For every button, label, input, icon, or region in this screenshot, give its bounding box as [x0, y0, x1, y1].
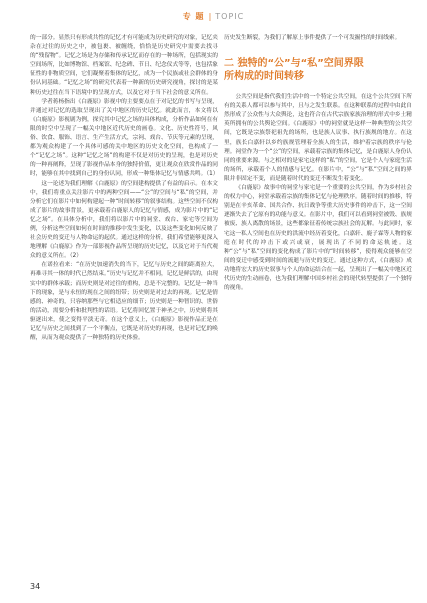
page-number: 34 [30, 582, 41, 591]
page-header [0, 8, 427, 24]
left-paragraph: 学者蒋杨指出《白鹿原》影视中的主要要点在于对记忆的书写与呈现，并通过对记忆的选取呈现出了关中地区的历史记忆。就此而言，本文将以《白鹿原》影视剧为例，探究其中记忆之场的具体构成，分析作品如何在有限的时空中呈现了一幅关中地区近代历史的画卷。文化、历史性符号，风俗、饮食、服饰、语言、生产生活方式，宗祠、戏台、节庆等元素的呈现，都为观众构建了一个具体可感的关中地区的历史文化空间，也构成了一个“记忆之场”。这种“记忆之场”的构建不仅是对历史的呈现，也是对历史的一种再阐释，呈现了影视作品本身的独特价值，更让观众在欣赏作品的同时，能够在其中找到自己的身份认同，形成一种集体记忆与情感共鸣。（1） [30, 98, 219, 178]
section-heading-line2: 所构成的时间转移 [224, 71, 304, 83]
right-paragraph: 公共空间是指代我们生活中的一个特定公共空间，在这个公共空间下所有的关系人都可以参与其中，且与之发生联系。在这种联系的过程中由此自然形成了公众性与大众舆论，这也符合在古代宗族家族治理的形式中乡土精英所拥有的公共舆论空间。《白鹿原》中的祠堂就是这样一种典型的公共空间，它既是宗族祭祀祖先的场所，也是族人议事、执行族规的地方。在这里，族长白嘉轩以乡约族规管理着全族人的生活，维护着宗族的秩序与伦理。祠堂作为一个“公”的空间，承载着宗族的集体记忆，是白鹿原人身份认同的重要来源。与之相对的是家宅这样的“私”的空间，它是个人与家庭生活的场所，承载着个人的情感与记忆。在影片中，“公”与“私”空间之间的界限并非固定不变，而是随着时代的变迁不断发生着变化。 [224, 94, 412, 182]
left-paragraph: 的一部分。显然只有形成共性的记忆才有可能成为历史研究的对象，记忆夹杂在过往的历史之中，被包裹、被缠绕，恰恰是历史研究中需要去找寻的“残留物”。记忆之场是为存储和传承记忆而存在的一种场所，包括现实的空间场所，比如博物馆、档案馆、纪念碑、节日、纪念仪式等等，也包括象征性的非物质空间，它们凝聚着集体的记忆，成为一个民族或社会群体的身份认同基础。“记忆之场”的研究代表着一种新的历史研究视角，探讨的是某种历史过往在当下语境中的呈现方式，以及它对于当下社会的意义所在。 [30, 35, 218, 96]
right-paragraph: 《白鹿原》故事中的祠堂与家宅是一个重要的公共空间，作为乡村社会的权力中心，祠堂承载着宗族的集体记忆与伦理秩序。随着时间的推移，特别是在辛亥革命、国共合作、抗日战争等重大历史事件的冲击下，这一空间逐渐失去了它原有的功能与意义。在影片中，我们可以看到祠堂被毁、族规被废、族人离散的场景，这些都象征着传统宗族社会的瓦解。与此同时，家宅这一私人空间也在历史的洪流中经历着变化，白嘉轩、鹿子霖等人物的家庭在时代的冲击下或兴或衰，展现出了不同的命运轨迹。这种“公”与“私”空间的变化构成了影片中的“时间转移”，使得观众能够在空间的变迁中感受到时间的流逝与历史的变迁。通过这种方式，《白鹿原》成功地将宏大的历史叙事与个人的命运结合在一起，呈现出了一幅关中地区近代历史的生动画卷，也为我们理解中国乡村社会的现代转型提供了一个独特的视角。 [224, 185, 412, 292]
section-heading-line1: 二 独特的“公”与“私”空间界限 [224, 58, 364, 70]
header-separator: | [208, 11, 212, 21]
header-topic: TOPIC [215, 11, 245, 21]
right-intro-paragraph: 历史发生断裂，为我们了解原上事件提供了一个可发掘性的时间线索。 [224, 35, 401, 41]
left-paragraph: 在诺拉看来：“在历史加速消失的当下，记忆与历史之间的距离拉大，再难寻其一体的时代已然结束。”历史与记忆并不相同，记忆是鲜活的，由现实中的群体承载；而历史则是对过往的重构，总是不完整的。记忆是一种当下的现象，是与永恒的现在之间的纽带；历史则是对过去的再现。记忆是情感的、神奇的，只容纳那些与它相适应的细节；历史则是一种智识的、世俗的活动，需要分析和批判性的话语。记忆将回忆置于神圣之中，历史则将其驱逐出来，使之变得平淡无奇。在这个意义上，《白鹿原》影视作品正是在记忆与历史之间找到了一个平衡点，它既是对历史的再现，也是对记忆的唤醒，从而为观众提供了一种独特的历史体验。 [30, 262, 218, 342]
header-section: 专 题 [182, 11, 205, 21]
right-column [224, 34, 412, 293]
left-column [30, 34, 218, 343]
section-heading [224, 57, 412, 83]
left-paragraph: 这一论述为我们理解《白鹿原》的空间建构提供了有益的启示。在本文中，我们将重点关注影片中的两种空间——“公”的空间与“私”的空间，并分析它们在影片中如何构建起一种“时间转移”的叙事结构。这些空间不仅构成了影片的故事背景，更承载着白鹿原人的记忆与情感，成为影片中的“记忆之场”。在具体分析中，我们将以影片中的祠堂、戏台、家宅等空间为例，分析这些空间如何在时间的推移中发生变化，以及这些变化如何反映了社会历史的变迁与人物命运的起伏。通过这样的分析，我们希望能够更深入地理解《白鹿原》作为一部影视作品所呈现的历史记忆，以及它对于当代观众的意义所在。（2） [30, 180, 218, 260]
